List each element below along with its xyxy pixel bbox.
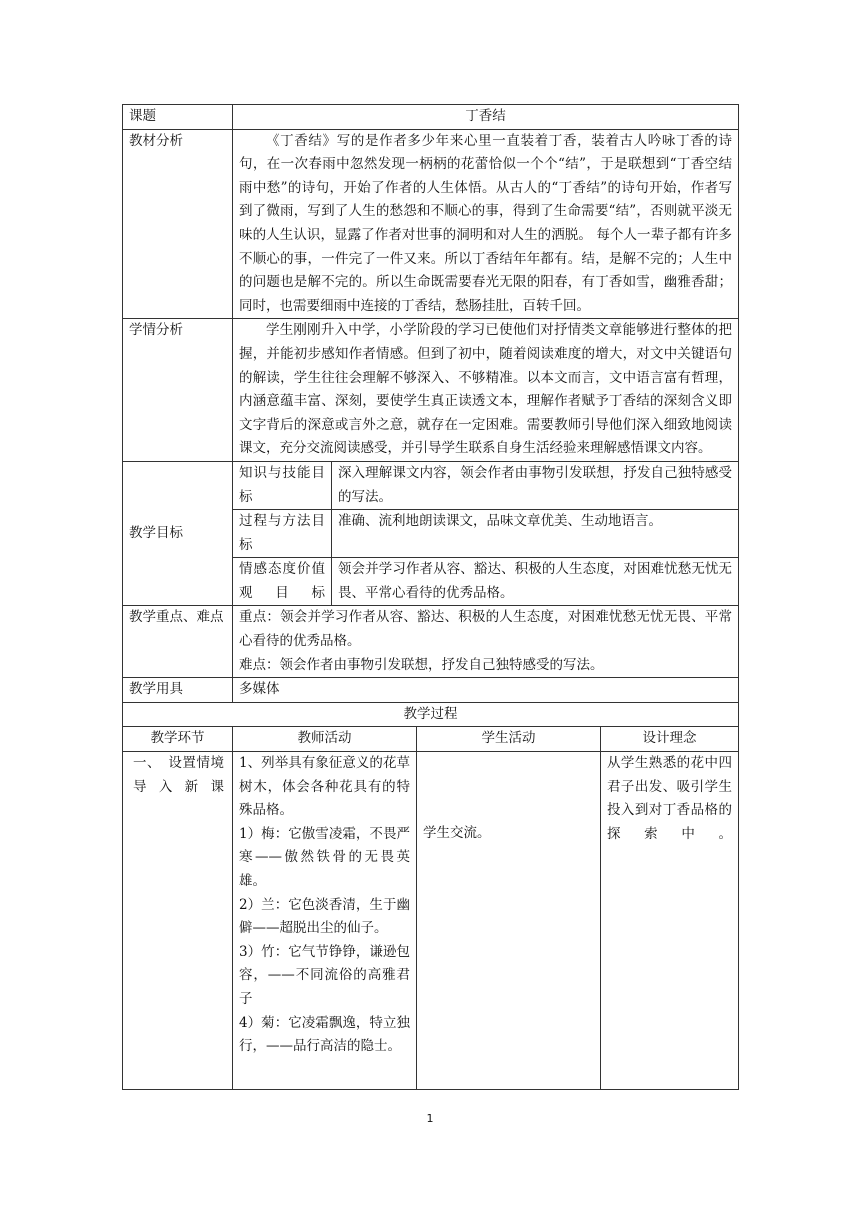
process-header-teacher: 教师活动: [233, 727, 417, 752]
tools-value: 多媒体: [233, 678, 739, 703]
objective-row-1: [123, 461, 739, 509]
student-analysis-text: 学生刚刚升入中学，小学阶段的学习已使他们对抒情类文章能够进行整体的把握，并能初步感知作者情感。但到了初中，随着阅读难度的增大，对文中关键语句的解读，学生往往会理解不够深入、不够精准。以本文而言，文中语言富有哲理，内涵意蕴丰富、深刻，要使学生真正读透文本，理解作者赋予丁香结的深刻含义即文字背后的深意或言外之意，就存在一定困难。需要教师引导他们深入细致地阅读课文，充分交流阅读感受，并引导学生联系自身生活经验来理解感悟课文内容。: [233, 319, 739, 462]
teacher-activity-line: 4）菊：它凌霜飘逸，特立独行，——品行高洁的隐士。: [239, 1014, 410, 1055]
process-header-student: 学生活动: [417, 727, 601, 752]
teacher-activity-line: 1）梅：它傲雪凌霜，不畏严寒——傲然铁骨的无畏英雄。: [239, 825, 410, 889]
student-analysis-label: 学情分析: [123, 319, 233, 462]
textbook-analysis-text: 《丁香结》写的是作者多少年来心里一直装着丁香，装着古人吟咏丁香的诗句，在一次春雨中忽然发现一柄柄的花蕾恰似一个个“结”，于是联想到“丁香空结雨中愁”的诗句，开始了作者的人生体悟。从古人的“丁香结”的诗句开始，作者写到了微雨，写到了人生的愁怨和不顺心的事，得到了生命需要“结”，否则就平淡无味的人生认识，显露了作者对世事的洞明和对人生的洒脱。 每个人一辈子都有许多不顺心的事，一件完了一件又来。所以丁香结年年都有。结，是解不完的；人生中的问题也是解不完的。所以生命既需要春光无限的阳春，有丁香如雪，幽雅香甜；同时，也需要细雨中连接的丁香结，愁肠挂肚，百转千回。: [233, 129, 739, 319]
objective-name: 情感态度价值观目标: [233, 558, 332, 606]
page-number: 1: [426, 1112, 434, 1125]
objective-name: 知识与技能目标: [233, 461, 332, 509]
objective-text: 准确、流利地朗读课文，品味文章优美、生动地语言。: [332, 510, 739, 558]
process-header-stage: 教学环节: [123, 727, 233, 752]
teacher-activity-line: 2）兰：它色淡香清，生于幽僻——超脱出尘的仙子。: [239, 896, 410, 937]
process-row: [123, 752, 739, 1090]
student-activity: [417, 752, 601, 1090]
process-header-design: 设计理念: [601, 727, 739, 752]
objectives-label: 教学目标: [123, 461, 233, 606]
process-stage: 一、 设置情境导入新课: [123, 752, 233, 1090]
process-header-row: [123, 727, 739, 752]
process-title-row: [123, 702, 739, 727]
key-points-row: [123, 606, 739, 678]
key-points-label: 教学重点、难点: [123, 606, 233, 678]
objective-name: 过程与方法目标: [233, 510, 332, 558]
process-title: 教学过程: [123, 702, 739, 727]
difficulty-text: 难点：领会作者由事物引发联想，抒发自己独特感受的写法。: [239, 656, 604, 673]
textbook-analysis-label: 教材分析: [123, 129, 233, 319]
design-idea: 从学生熟悉的花中四君子出发、吸引学生投入到对丁香品格的探索中。: [601, 752, 739, 1090]
spacer: [423, 752, 594, 822]
teacher-activity-line: 3）竹：它气节铮铮，谦逊包容，——不同流俗的高雅君子: [239, 943, 410, 1007]
key-points-content: [233, 606, 739, 678]
lesson-plan-table: [122, 104, 739, 1090]
objective-text: 深入理解课文内容，领会作者由事物引发联想，抒发自己独特感受的写法。: [332, 461, 739, 509]
teacher-activity-line: 1、列举具有象征意义的花草树木，体会各种花具有的特殊品格。: [239, 755, 410, 819]
student-activity-text: 学生交流。: [423, 825, 491, 842]
topic-value: 丁香结: [233, 105, 739, 130]
teacher-activity: [233, 752, 417, 1090]
tools-label: 教学用具: [123, 678, 233, 703]
textbook-analysis-row: [123, 129, 739, 319]
student-analysis-row: [123, 319, 739, 462]
tools-row: [123, 678, 739, 703]
objective-text: 领会并学习作者从容、豁达、积极的人生态度，对困难忧愁无忧无畏、平常心看待的优秀品格。: [332, 558, 739, 606]
topic-label: 课题: [123, 105, 233, 130]
topic-row: [123, 105, 739, 130]
key-point-text: 重点：领会并学习作者从容、豁达、积极的人生态度，对困难忧愁无忧无畏、平常心看待的优秀品格。: [239, 609, 732, 650]
